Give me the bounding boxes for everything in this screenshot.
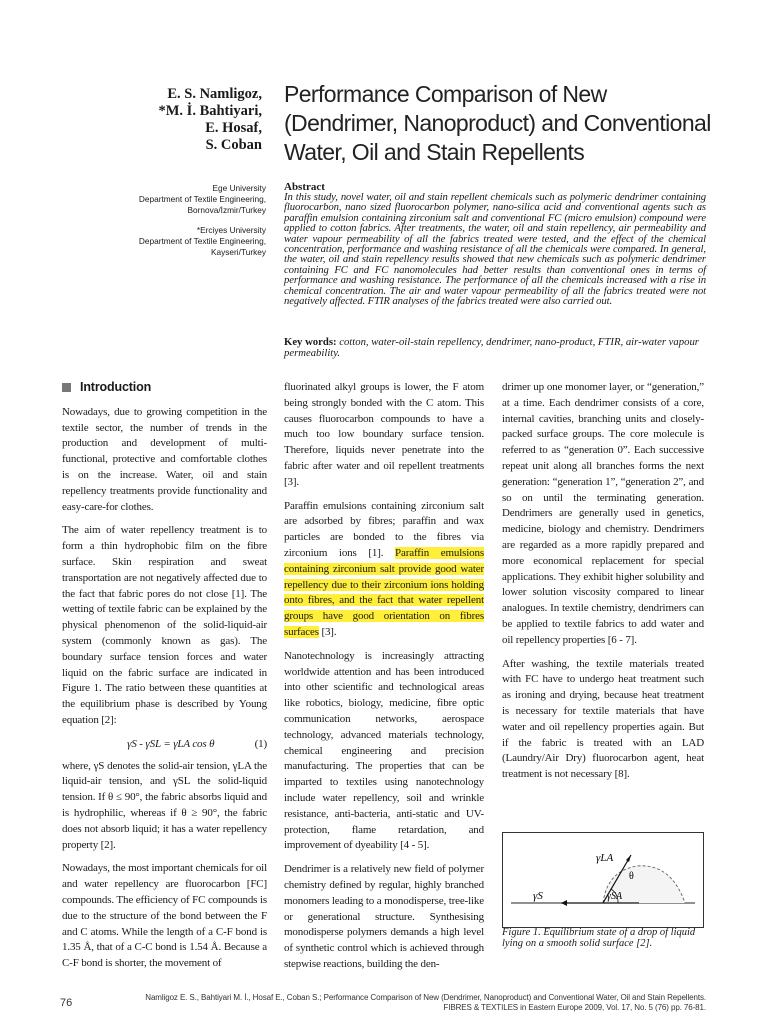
- paragraph: The aim of water repellency treatment is to form a thin hydrophobic film on the fibre surface. Skin respiration and sweat transportation are not negatively affected due to the fact that fabric pores do not close [1]. The wetting of textile fabric can be explained by the physical phenomenon of the solid-liquid-air system (commonly known as gas). The boundary surface tension forces and water liquid on the fabric surface are indicated in Figure 1. The ratio between these quantities at the equilibrium phase is described by Young equation [2]:: [62, 524, 267, 726]
- running-footer: [145, 993, 706, 1013]
- label-gamma-s: γS: [533, 890, 543, 902]
- column-1: [62, 380, 267, 980]
- paragraph-text: Paraffin emulsions containing zirconium salt are adsorbed by fibres; paraffin and wax particles are bonded to the fibres via zirconium ions [1].: [284, 499, 484, 559]
- keywords: [284, 337, 706, 359]
- drop-diagram: [503, 833, 703, 927]
- paragraph: Nanotechnology is increasingly attracting worldwide attention and has been introduced into other scientific and technological areas like robotics, biology, medicine, fibre optic communication networks, aerospace technology, advanced materials technology, chemical engineering and precision manufacturing. The properties that can be imparted to textiles using nanotechnology include water repellency, soil and wrinkle resistance, anti-bacteria, anti-static and UV-protection, flame retardation, and improvement of dyeability [4 - 5].: [284, 649, 484, 852]
- paper-title: Performance Comparison of New (Dendrimer, Nanoproduct) and Conventional Water, Oil and Stain Repellents: [284, 81, 711, 165]
- highlighted-text: Paraffin emulsions containing zirconium salt provide good water repellency due to their zirconium ions holding onto fibres, and the fact that water repellent groups have good orientation on fibres surfaces: [284, 546, 484, 638]
- paragraph: fluorinated alkyl groups is lower, the F atom being strongly bonded with the C atom. This causes fluorocarbon compounds to have a much too low boundary surface tension. Therefore, liquids never penetrate into the fabric after water and oil repellent treatments [3].: [284, 381, 484, 488]
- affiliation-line: Department of Textile Engineering,: [138, 194, 266, 204]
- section-title: Introduction: [80, 380, 152, 394]
- affiliation-ege: [66, 183, 266, 216]
- paragraph: [284, 499, 484, 641]
- abstract-text: In this study, novel water, oil and stain repellent chemicals such as polymeric dendrimer containing fluorocarbon, nano sized fluorocarbon polymer, nano-silica acid and conventional agents such as paraffin emulsion containing zirconium salt and conventional FC (micro emulsion) compound were applied to cotton fabrics. After treatments, the water, oil and stain repellency, air permeability and water vapour permeability of all the fabrics treated were tested, and the effect of the chemical concentration, performance and washing resistance of all the chemicals were compared. In general, the water, oil and stain repellency results showed that new chemicals such as polymeric dendrimer containing FC and FC nanomolecules had better results than conventional ones in terms of performance and washing resistance. The performance of all the chemicals increased with a rise in chemical concentration. The air and water vapour permeability of all the fabrics treated were not negatively affected. FTIR analyses of the fabrics treated were also carried out.: [284, 191, 706, 308]
- label-gamma-sa: γSA: [607, 891, 623, 902]
- paragraph: drimer up one monomer layer, or “generation,” at a time. Each dendrimer consists of a core, internal cavities, branching units and closely-packed surface groups. The core molecule is referred to as “generation 0”. Each successive repeat unit along all branches forms the next generation: “generation 1”, “generation 2”, and so on until the terminating generation. Dendrimers are generally used in genetics, medicine, biology and chemistry. Dendrimers are regarded as a more rapidly prepared and more economical replacement for special applications. They exhibit higher solubility and lower solution viscosity compared to linear analogues. In textile chemistry, dendrimers can be applied to textile fabrics to add water and oil repellency properties [6 - 7].: [502, 381, 704, 646]
- paragraph: Nowadays, due to growing competition in the textile sector, the number of trends in the production and development of multi-functional, protective and comfortable clothes is on the increase. Water, oil and stain repellency treatments provide functionality and easy-care-for clothes.: [62, 405, 267, 513]
- affiliation-line: Ege University: [212, 183, 266, 193]
- column-2: [284, 380, 484, 981]
- arrow-head-icon: [626, 855, 631, 862]
- section-heading: [62, 380, 267, 396]
- affiliation-line: *Erciyes University: [196, 225, 266, 235]
- keywords-text: cotton, water-oil-stain repellency, dendrimer, nano-product, FTIR, air-water vapour permeability.: [284, 336, 699, 359]
- label-theta: θ: [629, 871, 634, 882]
- equation-body: γS - γSL = γLA cos θ: [127, 737, 215, 750]
- figure-1: [502, 832, 704, 928]
- author-name: E. S. Namligoz,: [167, 86, 262, 102]
- affiliation-line: Kayseri/Turkey: [210, 247, 266, 257]
- author-name: S. Coban: [205, 137, 262, 153]
- paragraph: After washing, the textile materials treated with FC have to undergo heat treatment such as ironing and drying, because heat treatment is necessary for textile materials that have water and oil repellency properties again. But if the fabric is treated with an LAD (Laundry/Air Dry) fluorocarbon agent, heat treatment is not necessary [8].: [502, 657, 704, 781]
- equation: [62, 737, 267, 753]
- journal-line: FIBRES & TEXTILES in Eastern Europe 2009, Vol. 17, No. 5 (76) pp. 76-81.: [443, 1003, 706, 1012]
- paragraph: Nowadays, the most important chemicals for oil and water repellency are fluorocarbon [FC] compounds. The efficiency of FC compounds is due to the structure of the bond between the F and C atoms. While the length of a C-F bond is 1.35 Å, that of a C-C bond is 1.54 Å. Because a C-F bond is shorter, the movement of: [62, 862, 267, 970]
- paragraph: where, γS denotes the solid-air tension, γLA the liquid-air tension, and γSL the solid-liquid tension. If θ ≤ 90°, the fabric absorbs liquid and is hydrophilic, whereas if θ ≥ 90°, the fabric does not absorb liquid; it has a water repellency property [2].: [62, 759, 267, 851]
- arrow-head-icon: [561, 900, 567, 906]
- column-3: [502, 380, 704, 791]
- keywords-label: Key words:: [284, 336, 337, 348]
- affiliation-erciyes: [66, 225, 266, 258]
- equation-number: (1): [254, 737, 267, 750]
- label-gamma-la: γLA: [596, 852, 614, 864]
- abstract-heading: Abstract: [284, 181, 325, 193]
- author-name: *M. İ. Bahtiyari,: [158, 103, 262, 119]
- paragraph: Dendrimer is a relatively new field of polymer chemistry defined by regular, highly branched monomers leading to a monodisperse, tree-like or generational structure. Synthesising monodisperse polymers demands a high level of synthetic control which is achieved through stepwise reactions, building the den-: [284, 863, 484, 970]
- author-name: E. Hosaf,: [205, 120, 262, 136]
- citation: [3].: [318, 625, 337, 638]
- figure-caption: Figure 1. Equilibrium state of a drop of liquid lying on a smooth solid surface [2].: [502, 927, 696, 949]
- author-list: [158, 86, 262, 154]
- square-bullet-icon: [62, 383, 71, 392]
- affiliation-line: Department of Textile Engineering,: [138, 236, 266, 246]
- citation-line: Namligoz E. S., Bahtiyari M. İ., Hosaf E., Coban S.; Performance Comparison of New (Dendrimer, Nanoproduct) and Conventional Water, Oil and Stain Repellents.: [145, 993, 706, 1002]
- affiliation-line: Bornova/İzmir/Turkey: [187, 205, 266, 215]
- page-number: 76: [60, 997, 73, 1009]
